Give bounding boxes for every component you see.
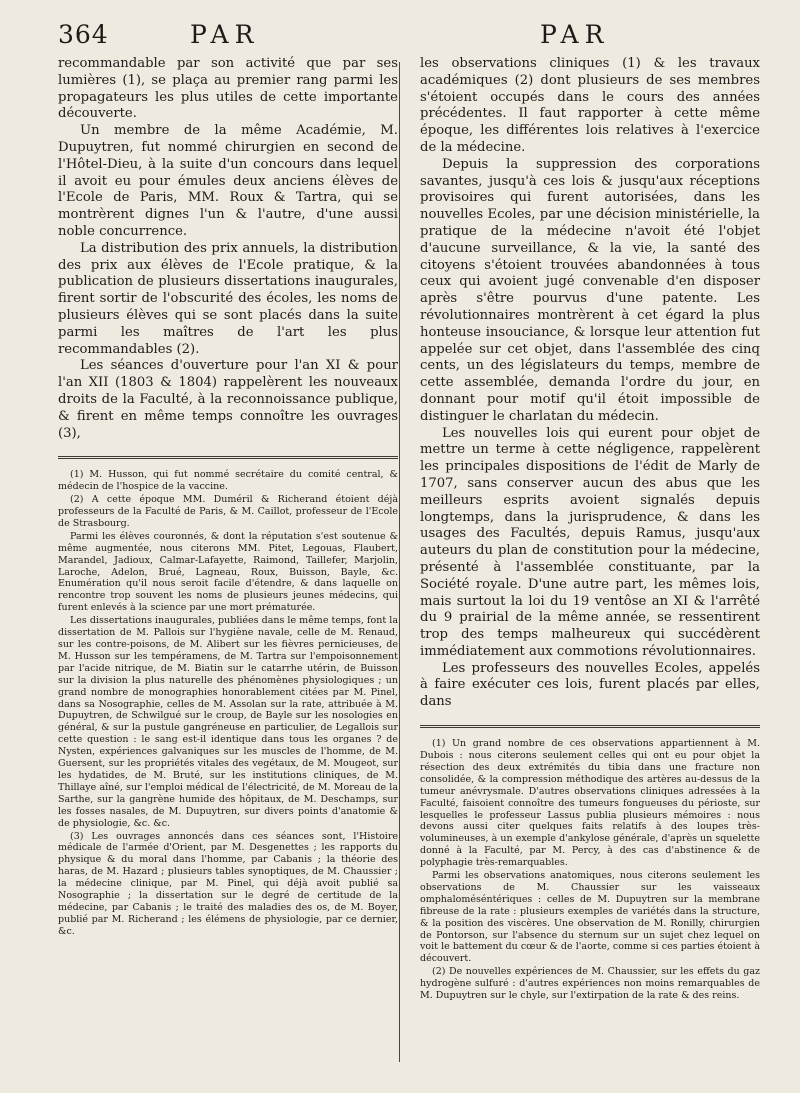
left-column (58, 56, 398, 938)
body-paragraph: La distribution des prix annuels, la distribution des prix aux élèves de l'Ecole pratique, & la publication de plusieurs dissertations inaugurales, firent sortir de l'obscurité des écoles, les noms de plusieurs élèves qui se sont placés dans la suite parmi les maîtres de l'art les plus recommandables (2). (58, 240, 398, 357)
body-paragraph: recommandable par son activité que par ses lumières (1), se plaça au premier rang parmi les propagateurs les plus utiles de cette importante découverte. (58, 56, 398, 122)
footnote: (2) A cette époque MM. Duméril & Richerand étoient déjà professeurs de la Faculté de Paris, & M. Caillot, professeur de l'Ecole de Strasbourg. (58, 494, 398, 529)
footnote: (3) Les ouvrages annoncés dans ces séances sont, l'Histoire médicale de l'armée d'Orient, par M. Desgenettes ; les rapports du physique & du moral dans l'homme, par Cabanis ; la théorie des haras, de M. Hazard ; plusieurs tables synoptiques, de M. Chaussier ; la médecine clinique, par M. Pinel, qui déjà avoit publié sa Nosographie ; la dissertation sur le degré de certitude de la médecine, par Cabanis ; le traité des maladies des os, de M. Boyer, publié par M. Richerand ; les élémens de physiologie, par ce dernier, &c. (58, 830, 398, 937)
footnote-separator (58, 456, 398, 459)
body-paragraph: Un membre de la même Académie, M. Dupuytren, fut nommé chirurgien en second de l'Hôtel-Dieu, à la suite d'un concours dans lequel il avoit eu pour émules deux anciens élèves de l'Ecole de Paris, MM. Roux & Tartra, qui se montrèrent dignes l'un & l'autre, d'une aussi noble concurrence. (58, 123, 398, 239)
running-title-left: PAR (190, 20, 260, 49)
body-paragraph: Les séances d'ouverture pour l'an XI & pour l'an XII (1803 & 1804) rappelèrent les nouveaux droits de la Faculté, à la reconnoissance publique, & firent en même temps connoître les ouvrages (3), (58, 358, 398, 441)
page-number: 364 (58, 20, 109, 49)
body-paragraph: Depuis la suppression des corporations savantes, jusqu'à ces lois & jusqu'aux réceptions provisoires qui furent autorisées, dans les nouvelles Ecoles, par une décision ministérielle, la pratique de la médecine n'avoit été l'objet d'aucune surveillance, & la vie, la santé des citoyens s'étoient trouvées abandonnées à tous ceux qui avoient jugé convenable d'en disposer après s'être pourvus d'une patente. Les révolutionnaires montrèrent à cet égard la plus honteuse insouciance, & lorsque leur attention fut appelée sur cet objet, dans l'assemblée des cinq cents, un des législateurs du temps, membre de cette assemblée, demanda l'ordre du jour, en donnant pour motif qu'il étoit impossible de distinguer le charlatan du médecin. (420, 156, 760, 424)
footnote: Parmi les élèves couronnés, & dont la réputation s'est soutenue & même augmentée, nous citerons MM. Pitet, Legouas, Flaubert, Marandel, Jadioux, Calmar-Lafayette, Raimond, Taillefer, Marjolin, Laroche, Adelon, Brué, Lagneau, Roux, Buisson, Bayle, &c. Enumération qu'il nous seroit facile d'étendre, & dans laquelle on rencontre trop souvent les noms de plusieurs jeunes médecins, qui furent enlevés à la science par une mort prématurée. (58, 530, 398, 614)
footnote-separator (420, 725, 760, 728)
footnote: Les dissertations inaugurales, publiées dans le même temps, font la dissertation de M. Pallois sur l'hygiène navale, celle de M. Renaud, sur les contre-poisons, de M. Alibert sur les fièvres pernicieuses, de M. Husson sur les tempéramens, de M. Tartra sur l'empoisonnement par l'acide nitrique, de M. Biatin sur le catarrhe utérin, de Buisson sur la division la plus naturelle des phénomènes physiologiques ; un grand nombre de monographies honorablement citées par M. Pinel, dans sa Nosographie, celles de M. Assolan sur la rate, attribuée à M. Dupuytren, de Schwilgué sur le croup, de Bayle sur les nosologies en général, & sur la pustule gangréneuse en particulier, de Legallois sur cette question : le sang est-il identique dans tous les organes ? de Nysten, expériences galvaniques sur les muscles de l'homme, de M. Guersent, sur les propriétés vitales des vegétaux, de M. Mougeot, sur les hydatides, de M. Bruté, sur les institutions cliniques, de M. Thillaye aîné, sur l'emploi médical de l'électricité, de M. Moreau de la Sarthe, sur la gangrène humide des hôpitaux, de M. Deschamps, sur les fosses nasales, de M. Dupuytren, sur divers points d'anatomie & de physiologie, &c. &c. (58, 615, 398, 829)
running-head (0, 20, 800, 54)
footnote: (1) M. Husson, qui fut nommé secrétaire du comité central, & médecin de l'hospice de la vaccine. (58, 469, 398, 493)
running-title-right: PAR (540, 20, 610, 49)
footnote: Parmi les observations anatomiques, nous citerons seulement les observations de M. Chaussier sur les vaisseaux omphaloméséntériques : celles de M. Dupuytren sur la membrane fibreuse de la rate : plusieurs exemples de variétés dans la structure, & la position des viscères. Une observation de M. Ronilly, chirurgien de Pontorson, sur l'absence du sternum sur un sujet chez lequel on voit le battement du cœur & de l'aorte, comme si ces parties étoient à découvert. (420, 870, 760, 965)
footnote: (1) Un grand nombre de ces observations appartiennent à M. Dubois : nous citerons seulement celles qui ont eu pour objet la résection des deux extrémités du tibia dans une fracture non consolidée, & la compression méthodique des artères au-dessus de la tumeur anévrysmale. D'autres observations cliniques adressées à la Faculté, faisoient connoître des tumeurs fongueuses du périoste, sur lesquelles le professeur Lassus publia plusieurs mémoires : nous devons aussi citer quelques faits relatifs à des loupes très-volumineuses, à un exemple d'ankylose générale, d'après un squelette donné à la Faculté, par M. Percy, à des cas d'abstinence & de polyphagie très-remarquables. (420, 738, 760, 869)
right-column (420, 56, 760, 1002)
body-paragraph: Les nouvelles lois qui eurent pour objet de mettre un terme à cette négligence, rappelèrent les principales dispositions de l'édit de Marly de 1707, sans conserver aucun des abus que les meilleurs esprits avoient signalés depuis longtemps, dans la jurisprudence, & dans les usages des Facultés, depuis Ramus, jusqu'aux auteurs du plan de constitution pour la médecine, présenté à l'assemblée constituante, par la Société royale. D'une autre part, les mêmes lois, mais surtout la loi du 19 ventôse an XI & l'arrêté du 9 prairial de la même année, se ressentirent trop des temps malheureux qui succédèrent immédiatement aux commotions révolutionnaires. (420, 425, 760, 659)
body-paragraph: les observations cliniques (1) & les travaux académiques (2) dont plusieurs de ses membres s'étoient occupés dans le cours des années précédentes. Il faut rapporter à cette même époque, les différentes lois relatives à l'exercice de la médecine. (420, 56, 760, 155)
column-divider (399, 62, 400, 1062)
body-paragraph: Les professeurs des nouvelles Ecoles, appelés à faire exécuter ces lois, furent placés par elles, dans (420, 660, 760, 710)
footnote: (2) De nouvelles expériences de M. Chaussier, sur les effets du gaz hydrogène sulfuré : d'autres expériences non moins remarquables de M. Dupuytren sur le chyle, sur l'extirpation de la rate & des reins. (420, 966, 760, 1002)
